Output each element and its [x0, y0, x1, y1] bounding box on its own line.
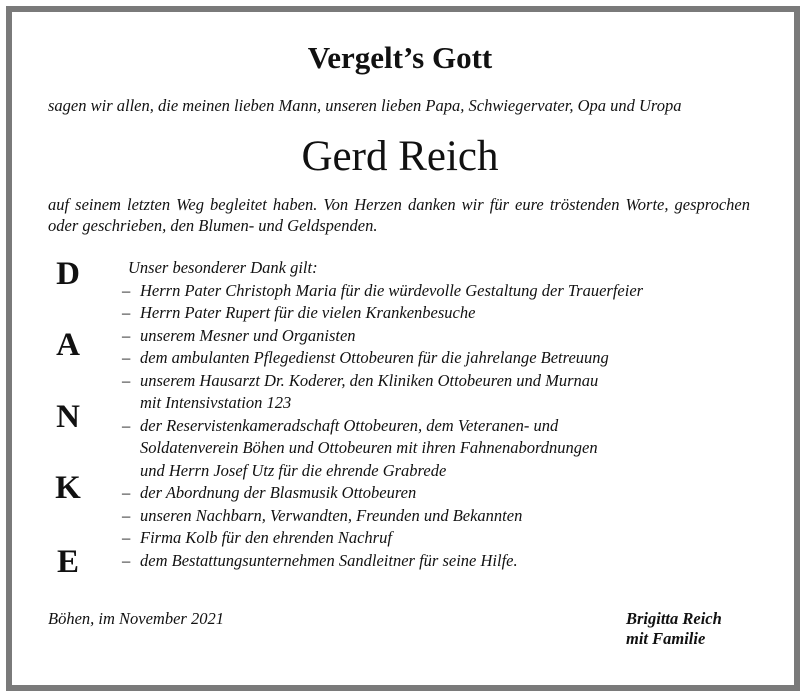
list-item — [122, 325, 752, 348]
list-dash: – — [122, 528, 131, 547]
list-item-line: Herrn Pater Christoph Maria für die würdevolle Gestaltung der Trauerfeier — [140, 280, 644, 300]
list-heading: Unser besonderer Dank gilt: — [128, 258, 318, 277]
list-item-line: Soldatenverein Böhen und Ottobeuren mit ihren Fahnenabordnungen — [140, 438, 598, 457]
list-item-line: unserem Hausarzt Dr. Koderer, den Kliniken Ottobeuren und Murnau — [140, 370, 599, 390]
danke-letter: A — [56, 327, 80, 363]
deceased-name: Gerd Reich — [301, 133, 499, 180]
signature-family: mit Familie — [626, 629, 706, 648]
signature-name: Brigitta Reich — [626, 609, 722, 628]
list-dash: – — [122, 280, 131, 300]
list-item — [122, 280, 752, 303]
list-item — [122, 505, 752, 528]
danke-letter: N — [56, 399, 80, 435]
danke-letter: D — [56, 256, 80, 292]
list-item-line: unseren Nachbarn, Verwandten, Freunden und Bekannten — [140, 505, 523, 525]
list-item — [122, 550, 752, 573]
list-dash: – — [122, 505, 131, 525]
list-dash: – — [122, 348, 131, 367]
list-item-line: der Reservistenkameradschaft Ottobeuren, dem Veteranen- und — [140, 415, 559, 435]
list-item — [122, 302, 752, 325]
list-dash: – — [122, 303, 131, 322]
list-item — [122, 482, 752, 505]
list-item-line: und Herrn Josef Utz für die ehrende Grabrede — [140, 460, 447, 480]
list-item-line: der Abordnung der Blasmusik Ottobeuren — [140, 483, 417, 502]
list-item-line: dem ambulanten Pflegedienst Ottobeuren für die jahrelange Betreuung — [140, 348, 609, 367]
danke-letter: E — [56, 544, 79, 580]
list-item-line: dem Bestattungsunternehmen Sandleitner für seine Hilfe. — [140, 550, 518, 570]
place-date: Böhen, im November 2021 — [48, 609, 224, 628]
list-item-line: Firma Kolb für den ehrenden Nachruf — [140, 528, 392, 547]
list-dash: – — [122, 550, 131, 570]
thanks-text: auf seinem letzten Weg begleitet haben. Von Herzen danken wir für eure tröstenden Worte, gesprochen oder geschrieben, den Blumen- und Geldspenden. — [48, 195, 750, 235]
danke-letter: K — [55, 470, 81, 506]
intro-text: sagen wir allen, die meinen lieben Mann, unseren lieben Papa, Schwiegervater, Opa und Uropa — [48, 96, 682, 115]
list-item — [122, 415, 752, 483]
list-dash: – — [122, 415, 131, 435]
list-item-line: unserem Mesner und Organisten — [140, 325, 356, 345]
signature — [626, 609, 722, 649]
list-dash: – — [122, 370, 131, 390]
list-item — [122, 347, 752, 370]
list-dash: – — [122, 325, 131, 345]
list-item-line: Herrn Pater Rupert für die vielen Krankenbesuche — [140, 303, 476, 322]
notice-title: Vergelt’s Gott — [307, 40, 493, 75]
list-item-line: mit Intensivstation 123 — [140, 393, 292, 412]
thanks-list — [122, 257, 752, 572]
list-item — [122, 370, 752, 415]
list-dash: – — [122, 483, 131, 502]
list-item — [122, 527, 752, 550]
